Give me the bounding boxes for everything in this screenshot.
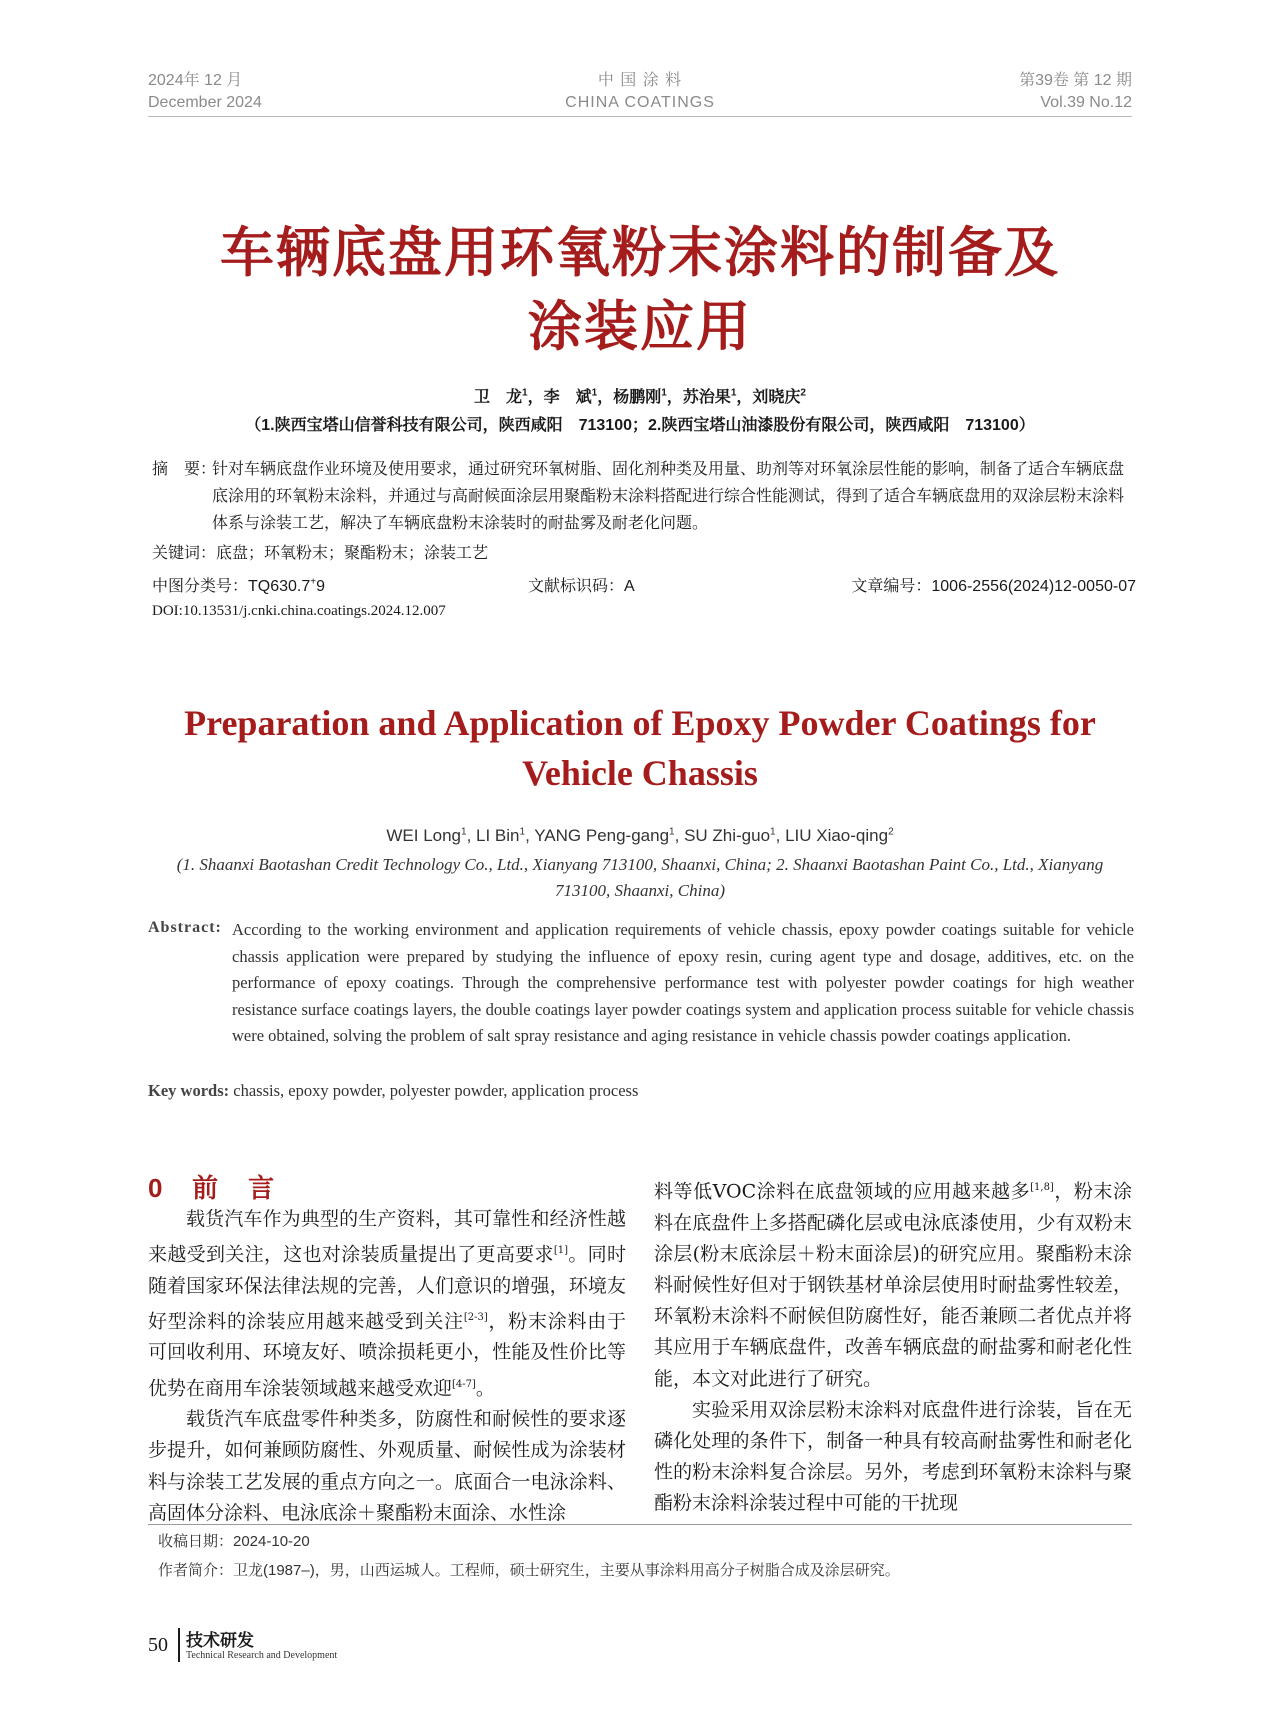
section-title: 前 言 (192, 1173, 277, 1203)
author-affil-mark: 1 (669, 826, 675, 838)
citation: [4-7] (452, 1378, 476, 1390)
author-affil-mark: 1 (770, 826, 776, 838)
body-text: 载货汽车底盘零件种类多，防腐性和耐候性的要求逐步提升，如何兼顾防腐性、外观质量、耐候性成为涂装材料与涂装工艺发展的重点方向之一。底面合一电泳涂料、高固体分涂料、电泳底涂＋聚酯粉末面涂、水性涂 (148, 1408, 626, 1524)
author-affil-mark: 1 (522, 387, 528, 399)
en-keywords-label: Key words: (148, 1081, 230, 1100)
author-separator: , (775, 826, 786, 845)
en-title-line2: Vehicle Chassis (522, 753, 758, 793)
cn-keywords: 关键词：底盘；环氧粉末；聚酯粉末；涂装工艺 (152, 545, 489, 562)
author-name: LI Bin (476, 826, 520, 845)
footer-divider (178, 1628, 180, 1662)
section-number: 0 (148, 1173, 165, 1203)
author-affil-mark: 1 (661, 387, 667, 399)
cn-title-line1: 车辆底盘用环氧粉末涂料的制备及 (220, 221, 1060, 284)
footnote-divider (148, 1524, 1132, 1525)
volume-cn: 第39卷 第 12 期 (1019, 72, 1132, 89)
author-affil-mark: 2 (800, 387, 806, 399)
body-paragraph: 实验采用双涂层粉末涂料对底盘件进行涂装，旨在无磷化处理的条件下，制备一种具有较高耐盐雾性和耐老化性的粉末涂料复合涂层。另外，考虑到环氧粉末涂料与聚酯粉末涂料涂装过程中可能的干扰现 (654, 1398, 1132, 1515)
journal-name-cn: 中 国 涂 料 (597, 72, 683, 89)
author-separator: ， (597, 389, 614, 406)
footnote-received: 收稿日期：2024-10-20 (158, 1533, 310, 1550)
footnote-author-bio: 作者简介：卫龙(1987–)，男，山西运城人。工程师，硕士研究生，主要从事涂料用高分子树脂合成及涂层研究。 (158, 1562, 900, 1579)
author-affil-mark: 1 (461, 826, 467, 838)
footer-section-en: Technical Research and Development (186, 1650, 338, 1661)
citation: [1] (553, 1245, 568, 1257)
journal-name-en: CHINA COATINGS (565, 94, 715, 111)
body-paragraph (148, 1404, 626, 1529)
page-number: 50 (148, 1634, 168, 1656)
cn-title-line2: 涂装应用 (528, 295, 752, 358)
cn-abstract: 针对车辆底盘作业环境及使用要求，通过研究环氧树脂、固化剂种类及用量、助剂等对环氧涂层性能的影响，制备了适合车辆底盘底涂用的环氧粉末涂料，并通过与高耐候面涂层用聚酯粉末涂料搭配进行综合性能测试，得到了适合车辆底盘用的双涂层粉末涂料体系与涂装工艺，解决了车辆底盘粉末涂装时的耐盐雾及耐老化问题。 (212, 461, 1125, 532)
header-divider (148, 116, 1132, 117)
author-separator: ， (527, 389, 544, 406)
author-name: WEI Long (386, 826, 462, 845)
author-separator: , (674, 826, 685, 845)
body-text: ，粉末涂料在底盘件上多搭配磷化层或电泳底漆使用，少有双粉末涂层(粉末底涂层＋粉末面涂层)的研究应用。聚酯粉末涂料耐候性好但对于钢铁基材单涂层使用时耐盐雾性较差，环氧粉末涂料不耐候但防腐性好，能否兼顾二者优点并将其应用于车辆底盘件，改善车辆底盘的耐盐雾和耐老化性能，本文对此进行了研究。 (654, 1180, 1132, 1390)
author-name: 杨鹏刚 (613, 389, 662, 406)
body-text: 载货汽车作为典型的生产资料，其可靠性和经济性越来越受到关注，这也对涂装质量提出了更高要求 (148, 1208, 626, 1266)
author-affil-mark: 1 (730, 387, 737, 399)
body-paragraph-continued (654, 1172, 1132, 1395)
header-volume (1019, 70, 1132, 114)
cn-authors (0, 384, 1280, 407)
cn-affiliation: （1.陕西宝塔山信誉科技有限公司，陕西咸阳 713100；2.陕西宝塔山油漆股份有限公司，陕西咸阳 713100） (245, 417, 1035, 434)
issue-date-en: December 2024 (148, 94, 262, 111)
body-text: 。 (475, 1377, 495, 1399)
body-column-right (654, 1172, 1132, 1520)
en-title-line1: Preparation and Application of Epoxy Powder Coatings for (184, 703, 1096, 743)
en-keywords (148, 1081, 638, 1101)
en-title (0, 698, 1280, 798)
clc-label: 中图分类号：TQ630.7 (152, 578, 311, 595)
clc-tail: 9 (316, 578, 326, 595)
citation: [2-3] (463, 1311, 488, 1323)
section-heading (148, 1168, 276, 1205)
body-text: 。同时随着国家环保法律法规的完善，人们意识的增强，环境友好型涂料的涂装应用越来越受到关注 (148, 1243, 626, 1333)
author-name: 李 斌 (543, 389, 592, 406)
author-affil-mark: 1 (591, 387, 598, 399)
clc-sup: + (310, 576, 317, 588)
document-code: 文献标识码：A (528, 578, 635, 595)
body-column-left (148, 1204, 626, 1529)
en-affiliation: (1. Shaanxi Baotashan Credit Technology Co., Ltd., Xianyang 713100, Shaanxi, China; 2. Shaanxi Baotashan Paint Co., Ltd., Xianyang 713100, Shaanxi, China) (176, 855, 1104, 900)
citation: [1,8] (1030, 1182, 1054, 1193)
article-number: 文章编号：1006-2556(2024)12-0050-07 (851, 578, 1136, 595)
author-affil-mark: 2 (888, 826, 894, 838)
author-name: 刘晓庆 (752, 389, 801, 406)
volume-en: Vol.39 No.12 (1040, 94, 1132, 111)
clc-number (152, 573, 325, 596)
author-separator: , (525, 826, 535, 845)
author-name: LIU Xiao-qing (785, 826, 889, 845)
author-separator: ， (666, 389, 683, 406)
issue-date-cn: 2024年 12 月 (148, 72, 243, 89)
author-name: SU Zhi-guo (684, 826, 771, 845)
author-separator: , (466, 826, 477, 845)
en-authors (0, 826, 1280, 846)
cn-title (0, 216, 1280, 364)
author-name: 卫 龙 (474, 389, 523, 406)
doi: DOI:10.13531/j.cnki.china.coatings.2024.12.007 (152, 603, 446, 619)
author-name: 苏治果 (682, 389, 731, 406)
author-separator: ， (736, 389, 753, 406)
author-name: YANG Peng-gang (534, 826, 670, 845)
author-affil-mark: 1 (519, 826, 526, 838)
en-abstract: According to the working environment and application requirements of vehicle chassis, epoxy powder coatings suitable for vehicle chassis application were prepared by studying the influence of epoxy resin, curing agent type and dosage, additives, etc. on the performance of epoxy coatings. Through the comprehensive performance test with polyester powder coatings for high weather resistance surface coatings layers, the double coatings layer powder coatings system and application process suitable for vehicle chassis were obtained, solving the problem of salt spray resistance and aging resistance in vehicle chassis powder coatings application. (232, 920, 1134, 1045)
body-paragraph (148, 1204, 626, 1404)
body-text: 料等低VOC涂料在底盘领域的应用越来越多 (654, 1180, 1031, 1203)
en-abstract-label: Abstract: (148, 919, 222, 936)
cn-abstract-label: 摘 要： (152, 461, 217, 478)
en-keywords-text: chassis, epoxy powder, polyester powder, application process (233, 1081, 639, 1100)
footer-section-cn: 技术研发 (186, 1631, 254, 1650)
body-text: ，粉末涂料由于可回收利用、环境友好、喷涂损耗更小，性能及性价比等优势在商用车涂装领域越来越受欢迎 (148, 1310, 626, 1399)
